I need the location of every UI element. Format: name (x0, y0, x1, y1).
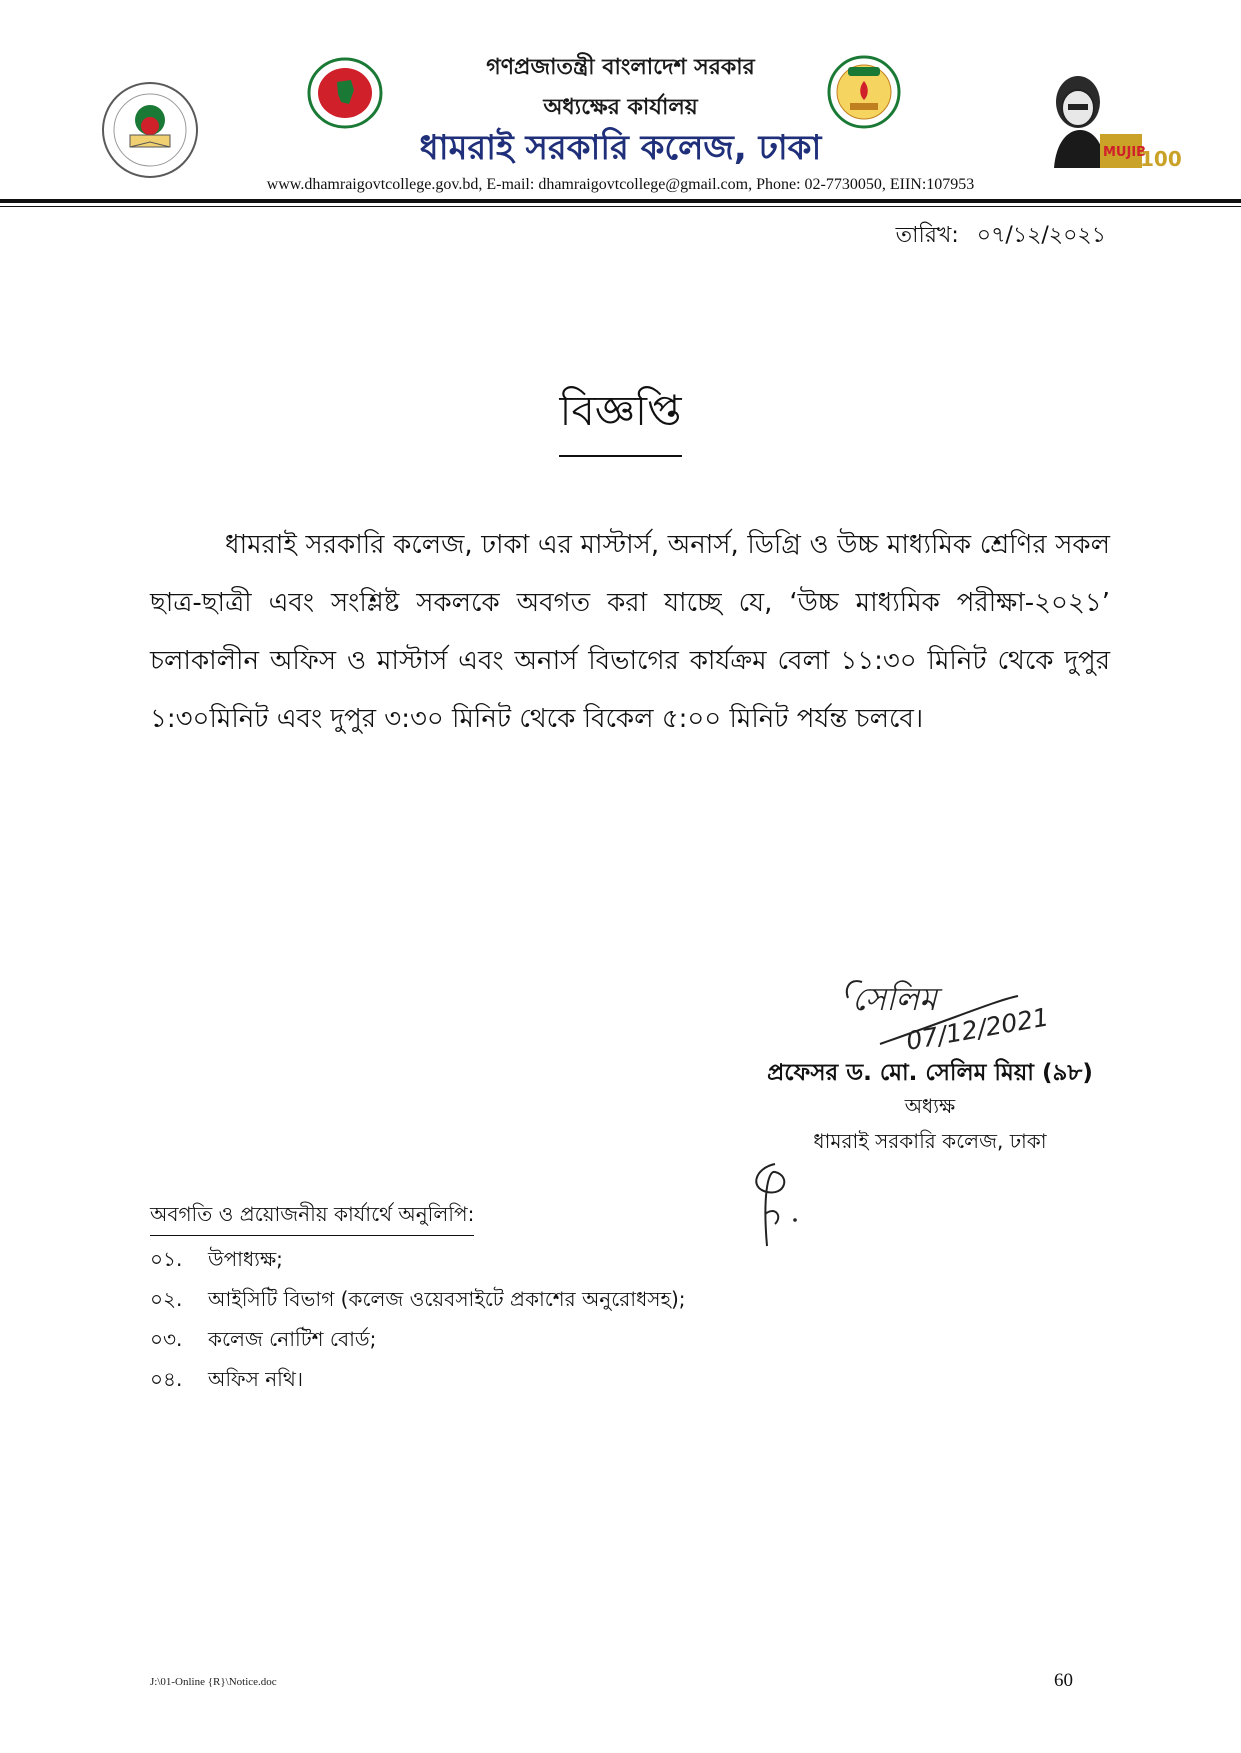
notice-body: ধামরাই সরকারি কলেজ, ঢাকা এর মাস্টার্স, অনার্স, ডিগ্রি ও উচ্চ মাধ্যমিক শ্রেণির সকল ছাত্র-ছাত্রী এবং সংশ্লিষ্ট সকলকে অবগত করা যাচ্ছে যে, ‘উচ্চ মাধ্যমিক পরীক্ষা-২০২১’ চলাকালীন অফিস ও মাস্টার্স এবং অনার্স বিভাগের কার্যক্রম বেলা ১১:৩০ মিনিট থেকে দুপুর ১:৩০মিনিট এবং দুপুর ৩:৩০ মিনিট থেকে বিকেল ৫:০০ মিনিট পর্যন্ত চলবে। (150, 530, 1110, 734)
signer-organization: ধামরাই সরকারি কলেজ, ঢাকা (813, 1129, 1047, 1153)
initial-mark (745, 1160, 805, 1255)
list-item-number: ০৪. (150, 1367, 183, 1391)
list-item-text: উপাধ্যক্ষ; (208, 1247, 283, 1271)
signature-date: 07/12/2021 (904, 1002, 1051, 1056)
list-item (150, 1285, 686, 1325)
list-item-number: ০১. (150, 1247, 183, 1271)
list-item (150, 1245, 686, 1285)
header-divider-thick (0, 199, 1241, 203)
signature-text: সেলিম (852, 980, 937, 1018)
government-line: গণপ্রজাতন্ত্রী বাংলাদেশ সরকার (486, 55, 755, 80)
list-item-text: কলেজ নোটিশ বোর্ড; (208, 1327, 377, 1351)
mujib-logo-text: MUJIB (1103, 145, 1147, 160)
date-value: ০৭/১২/২০২১ (976, 223, 1106, 248)
notice-title (0, 378, 1241, 457)
header-divider-thin (0, 206, 1241, 207)
copy-heading: অবগতি ও প্রয়োজনীয় কার্যার্থে অনুলিপি: (150, 1200, 474, 1236)
list-item (150, 1365, 686, 1405)
footer-file-path: J:\01-Online {R}\Notice.doc (150, 1676, 277, 1688)
notice-title-text: বিজ্ঞপ্তি (559, 378, 681, 457)
mujib-logo-number: 100 (1140, 147, 1182, 171)
list-item-number: ০৩. (150, 1327, 183, 1351)
list-item-text: আইসিটি বিভাগ (কলেজ ওয়েবসাইটে প্রকাশের অনুরোধসহ); (208, 1287, 686, 1311)
contact-line: www.dhamraigovtcollege.gov.bd, E-mail: dhamraigovtcollege@gmail.com, Phone: 02-7730050, EIIN:107953 (266, 176, 975, 193)
signer-title: অধ্যক্ষ (904, 1094, 956, 1118)
date-line (896, 218, 1106, 255)
copy-list (150, 1245, 686, 1405)
signer-name: প্রফেসর ড. মো. সেলিম মিয়া (৯৮) (767, 1060, 1093, 1086)
office-line: অধ্যক্ষের কার্যালয় (543, 95, 698, 120)
list-item-text: অফিস নথি। (208, 1367, 303, 1391)
principal-signature (840, 968, 1051, 1058)
list-item-number: ০২. (150, 1287, 183, 1311)
date-label: তারিখ: (895, 223, 959, 248)
footer-page-number: 60 (1054, 1670, 1073, 1691)
list-item (150, 1325, 686, 1365)
college-name: ধামরাই সরকারি কলেজ, ঢাকা (419, 128, 822, 168)
